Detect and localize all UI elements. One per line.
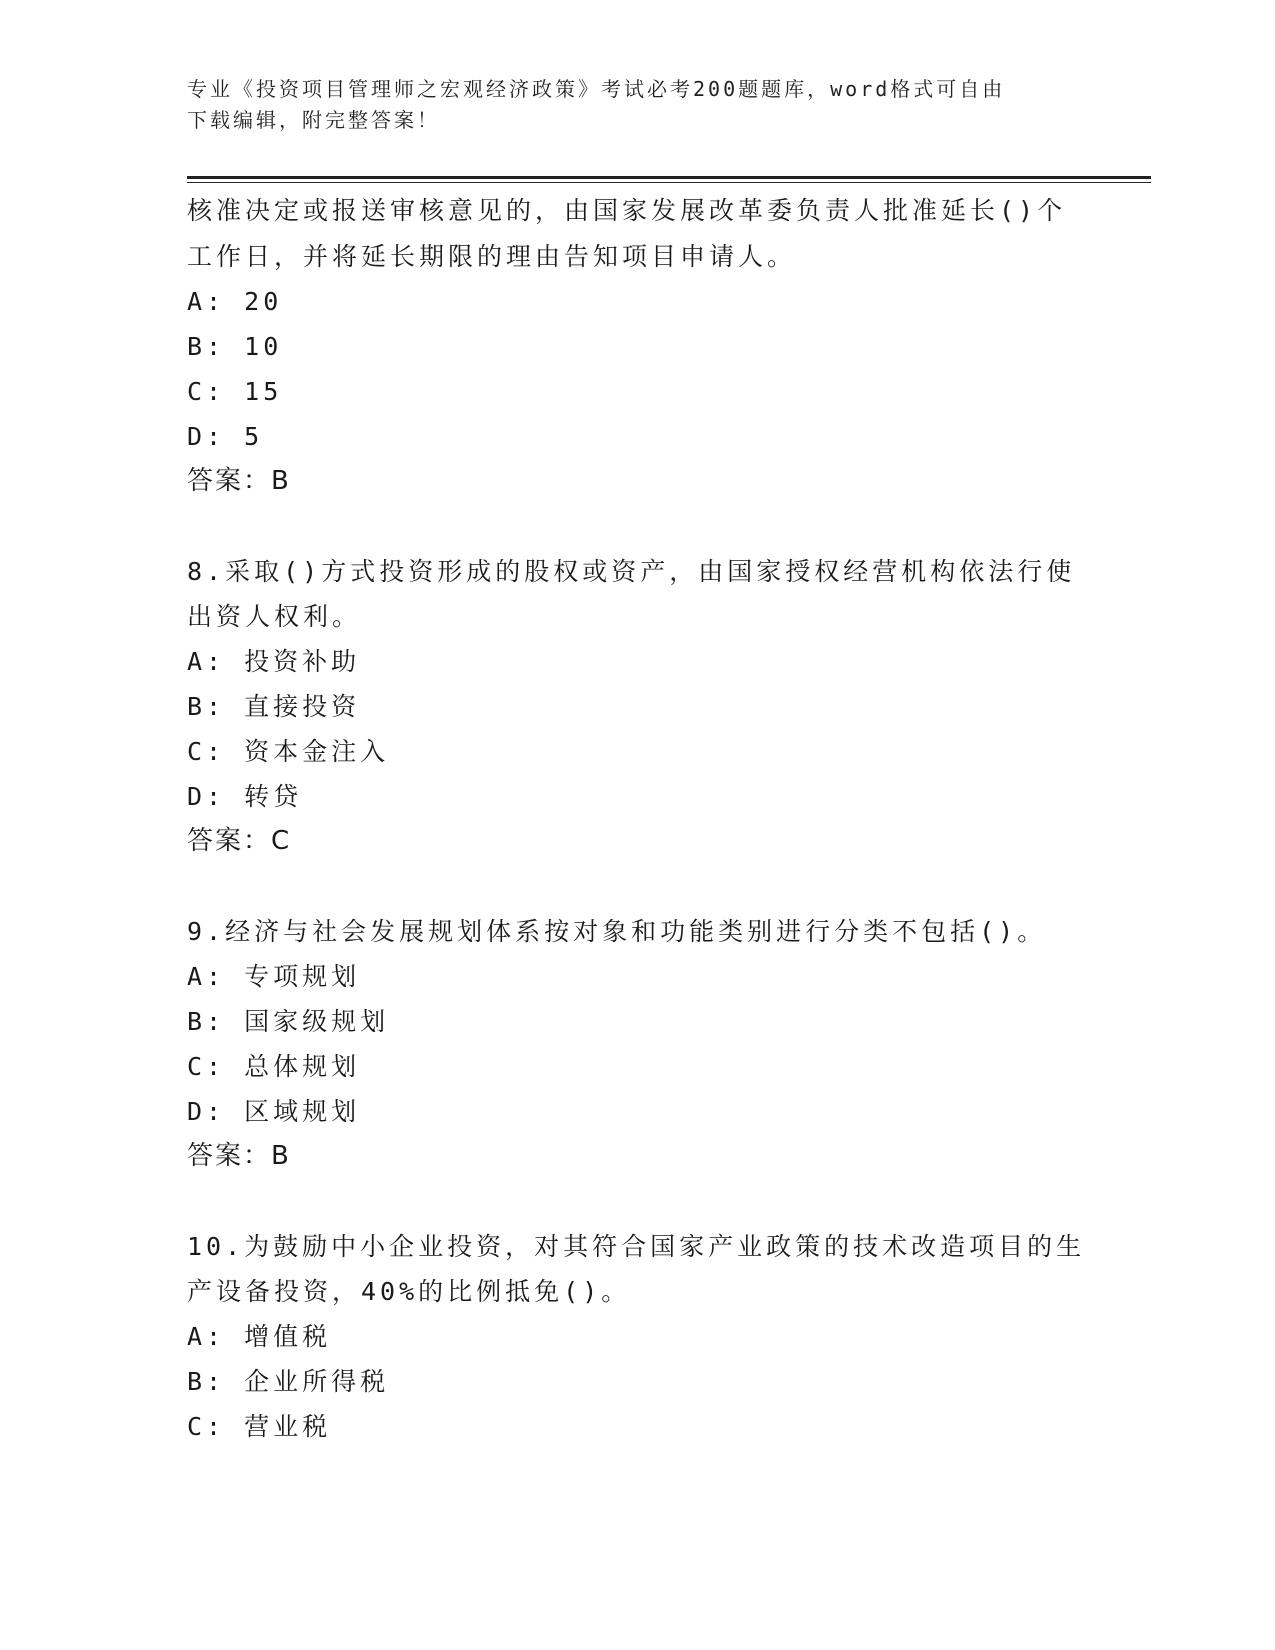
option-b: B: 直接投资: [187, 692, 361, 721]
option-a: A: 20: [187, 287, 283, 316]
header-rule-thin: [187, 182, 1151, 183]
stem-line: 出资人权利。: [187, 602, 362, 631]
option-d: D: 区域规划: [187, 1097, 361, 1126]
option-a: A: 专项规划: [187, 962, 361, 991]
page-header: [187, 74, 1067, 136]
question-9: [187, 909, 1087, 1179]
stem-line: 9.经济与社会发展规划体系按对象和功能类别进行分类不包括()。: [187, 917, 1047, 946]
question-8: [187, 549, 1087, 864]
option-b: B: 国家级规划: [187, 1007, 390, 1036]
stem-line: 产设备投资，40%的比例抵免()。: [187, 1277, 631, 1306]
option-a: A: 增值税: [187, 1322, 332, 1351]
question-stem: [187, 187, 1087, 279]
stem-line: 8.采取()方式投资形成的股权或资产，由国家授权经营机构依法行使: [187, 557, 1076, 586]
option-d: D: 5: [187, 422, 264, 451]
question-stem: [187, 549, 1087, 639]
option-c: C: 资本金注入: [187, 737, 390, 766]
question-stem: [187, 909, 1087, 954]
option-a: A: 投资补助: [187, 647, 361, 676]
stem-line: 核准决定或报送审核意见的，由国家发展改革委负责人批准延长()个: [187, 196, 1067, 225]
question-10: [187, 1224, 1087, 1449]
question-list: [187, 187, 1087, 1449]
answer-line: 答案：B: [187, 1141, 291, 1171]
option-c: C: 15: [187, 377, 283, 406]
option-c: C: 总体规划: [187, 1052, 361, 1081]
answer-line: 答案：B: [187, 466, 291, 496]
option-c: C: 营业税: [187, 1412, 332, 1441]
header-rule-thick: [187, 176, 1151, 179]
stem-line: 工作日，并将延长期限的理由告知项目申请人。: [187, 242, 797, 271]
question-7: [187, 187, 1087, 504]
option-b: B: 10: [187, 332, 283, 361]
stem-line: 10.为鼓励中小企业投资，对其符合国家产业政策的技术改造项目的生: [187, 1232, 1086, 1261]
question-stem: [187, 1224, 1087, 1314]
header-line-2: 下载编辑，附完整答案！: [187, 108, 440, 132]
header-line-1: 专业《投资项目管理师之宏观经济政策》考试必考200题题库，word格式可自由: [187, 77, 1006, 101]
option-d: D: 转贷: [187, 782, 303, 811]
option-b: B: 企业所得税: [187, 1367, 390, 1396]
answer-line: 答案：C: [187, 826, 292, 856]
